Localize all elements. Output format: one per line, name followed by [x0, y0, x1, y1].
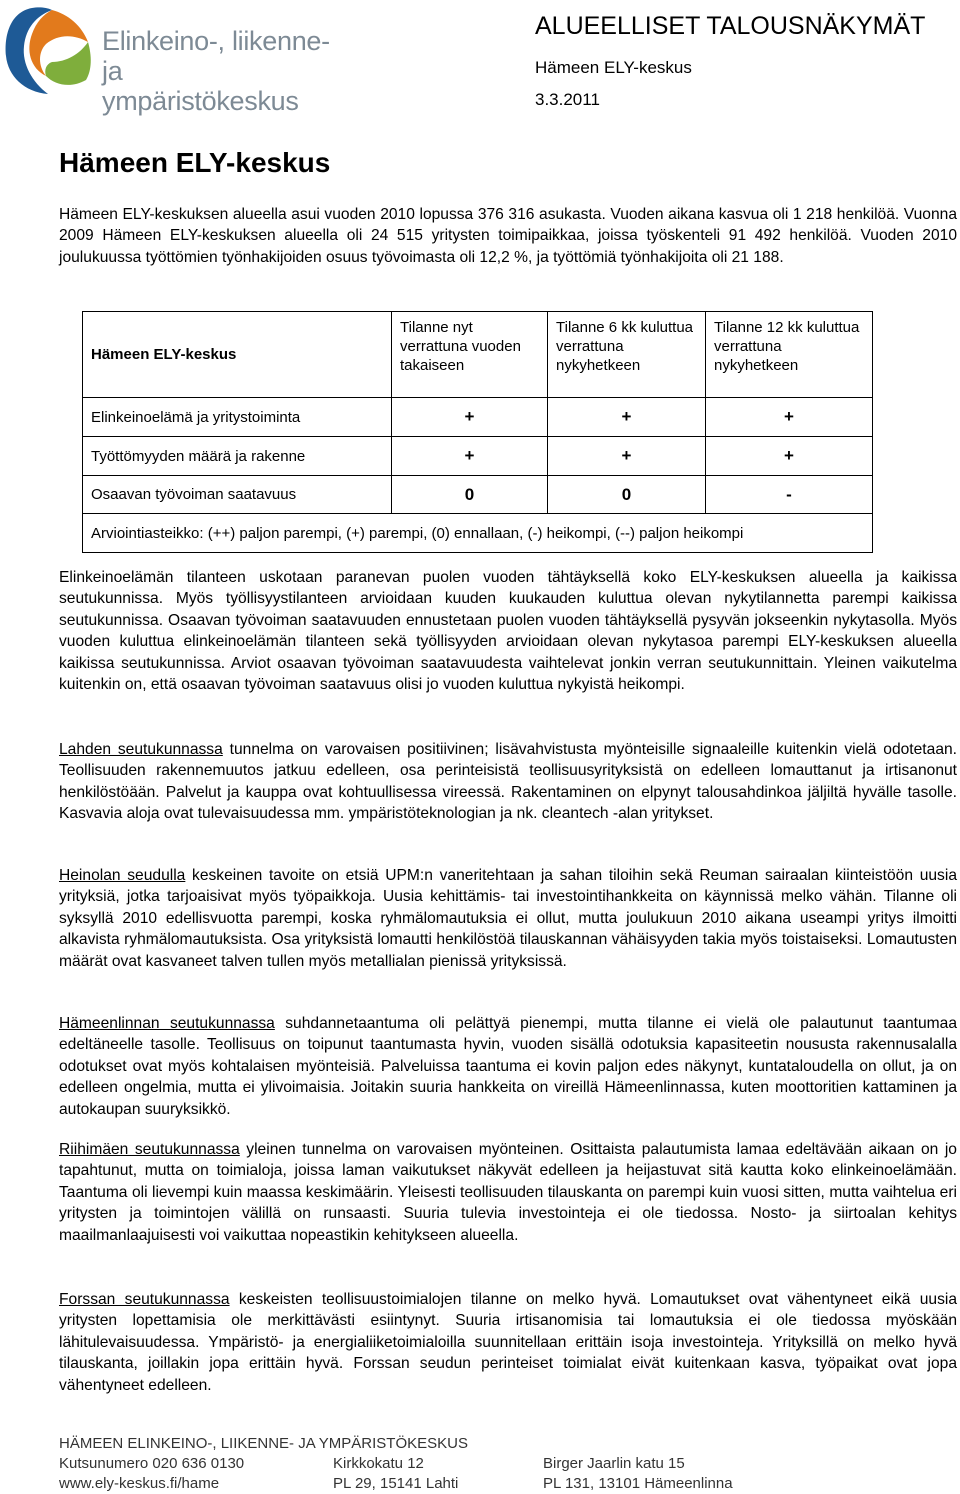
hameenlinna-paragraph	[59, 1013, 957, 1120]
header-title: ALUEELLISET TALOUSNÄKYMÄT	[535, 12, 926, 40]
row-label: Työttömyyden määrä ja rakenne	[83, 437, 392, 476]
footer-address-post: PL 131, 13101 Hämeenlinna	[543, 1474, 733, 1492]
table-row	[83, 476, 873, 514]
cell-6kk: +	[548, 398, 706, 437]
logo-text-line2: ympäristökeskus	[102, 86, 299, 116]
page-title: Hämeen ELY-keskus	[59, 147, 331, 178]
hameenlinna-text: suhdannetaantuma oli pelättyä pienempi, mutta tilanne ei vielä ole palautunut taantumaa edeltäneelle tasolle. Teollisuus on toipunut taantumasta hyvin, vuoden sisällä odotuksia kapasiteetin noususta rakennusalalla odotukset ovat myös kohtalaisen myönteisiä. Palveluissa taantuma ei kovin paljon edes näkynyt, kuntataloudella on ollut, ja on edelleen ongelmia, mutta ei ylivoimaisia. Joitakin suuria hankkeita on vireillä Hämeenlinnassa, kuten moottoritien kattaminen ja autokaupan suuryksikkö.	[59, 1015, 957, 1118]
row-label: Osaavan työvoiman saatavuus	[83, 476, 392, 514]
cell-6kk: +	[548, 437, 706, 476]
footer-org: HÄMEEN ELINKEINO-, LIIKENNE- JA YMPÄRISTÖKESKUS	[59, 1435, 468, 1452]
logo-text-line1: Elinkeino-, liikenne- ja	[102, 26, 330, 86]
header-date: 3.3.2011	[535, 90, 600, 109]
footer-phone: Kutsunumero 020 636 0130	[59, 1455, 245, 1472]
forssa-paragraph	[59, 1289, 957, 1396]
table-row	[83, 437, 873, 476]
heinola-paragraph	[59, 865, 957, 972]
footer-lahti-address	[333, 1454, 458, 1493]
ely-emblem-icon	[2, 4, 98, 96]
forssa-text: keskeisten teollisuustoimialojen tilanne on melko hyvä. Lomautukset ovat vähentyneet eikä uusia yritysten lopettamisia ole merkittävästi esiintynyt. Suuria irtisanomisia tai lomautuksia ei ole tiedossa myöskään lähitulevaisuudessa. Ympäristö- ja energialiiketoimialoilla suunnitellaan erittäin isoja investointeja. Yrityksillä on melko hyvä tilauskanta, joillakin jopa erittäin hyvä. Forssan seudun perinteiset toimialat eivät kuitenkaan kasva, työpaikat ovat jopa vähentyneet edelleen.	[59, 1291, 958, 1394]
row-label: Elinkeinoelämä ja yritystoiminta	[83, 398, 392, 437]
summary-paragraph: Elinkeinoelämän tilanteen uskotaan paranevan puolen vuoden tähtäyksellä koko ELY-keskuksen alueella ja kaikissa seutukunnissa. Myös työllisyystilanteen arvioidaan kuuden kuukauden kuluttua olevan nykytilannetta parempi kaikissa seutukunnissa. Osaavan työvoiman saatavuuden ennustetaan puolen vuoden tähtäyksellä pysyvän jokseenkin nykytasolla. Myös vuoden kuluttua elinkeinoelämän tilanteen sekä työllisyyden arvioidaan olevan nykytasoa parempi ELY-keskuksen alueella kaikissa seutukunnissa. Arviot osaavan työvoiman saatavuudesta vaihtelevat jonkin verran seutukunnittain. Yleinen vaikutelma kuitenkin on, että osaavan työvoiman saatavuus olisi jo vuoden kuluttua nykyistä heikompi.	[59, 569, 957, 694]
footer-contact	[59, 1454, 244, 1493]
cell-12kk: +	[706, 437, 873, 476]
heinola-text: keskeinen tavoite on etsiä UPM:n vaneritehtaan ja sahan tiloihin sekä Reuman sairaalan kiinteistöön uusia yrityksiä, jotka tarjoaisivat myös työpaikkoja. Uusia kehittämis- tai investointihankkeita on käynnissä melko vähän. Tilanne oli syksyllä 2010 edellisvuotta parempi, koska ryhmälomautuksia ei ollut, mutta joulukuun 2010 aikana useampi yritys ilmoitti alkavista ryhmälomautuksista. Osa yrityksistä lomautti henkilöstöä tilauskannan vähäisyyden takia myös toistaiseksi. Lomautusten määrät ovat kasvaneet talven tullen myös metallialan pienissä yrityksissä.	[59, 867, 957, 970]
intro-paragraph: Hämeen ELY-keskuksen alueella asui vuoden 2010 lopussa 376 316 asukasta. Vuoden aikana kasvua oli 1 218 henkilöä. Vuonna 2009 Hämeen ELY-keskuksen alueella oli 24 515 yritysten toimipaikkaa, joissa työskenteli 91 492 henkilöä. Vuoden 2010 joulukuussa työttömien työnhakijoiden osuus työvoimasta oli 12,2 %, ja työttömiä työnhakijoita oli 21 188.	[59, 206, 957, 266]
cell-now: +	[392, 437, 548, 476]
table-corner: Hämeen ELY-keskus	[83, 312, 392, 398]
table-col-now: Tilanne nyt verrattuna vuoden takaiseen	[392, 312, 548, 398]
cell-now: +	[392, 398, 548, 437]
footer-web-link[interactable]: www.ely-keskus.fi/hame	[59, 1474, 220, 1492]
riihimaki-paragraph	[59, 1139, 957, 1246]
logo-text	[102, 26, 352, 116]
rating-scale: Arviointiasteikko: (++) paljon parempi, (+) parempi, (0) ennallaan, (-) heikompi, (--) paljon heikompi	[83, 514, 873, 553]
table-col-12kk: Tilanne 12 kk kuluttua verrattuna nykyhetkeen	[706, 312, 873, 398]
cell-now: 0	[392, 476, 548, 514]
lahti-text: tunnelma on varovaisen positiivinen; lisävahvistusta myönteisille signaaleille kuitenkin vielä odotetaan. Teollisuuden rakennemuutos jatkuu edelleen, osa perinteisistä teollisuusyrityksistä on edelleen lomauttanut ja irtisanonut henkilöstöään. Palvelut ja kauppa ovat kohtuullisessa vireessä. Rakentaminen on elpynyt talousahdinkoa jäljiltä hyvälle tasolle. Kasvavia aloja ovat tulevaisuudessa mm. ympäristöteknologian ja nk. cleantech -alan yritykset.	[59, 741, 957, 823]
hameenlinna-heading: Hämeenlinnan seutukunnassa	[59, 1015, 275, 1032]
outlook-table	[82, 311, 873, 553]
lahti-heading: Lahden seutukunnassa	[59, 741, 223, 758]
forssa-heading: Forssan seutukunnassa	[59, 1291, 230, 1308]
footer-hameenlinna-address	[543, 1454, 733, 1493]
footer-address-post: PL 29, 15141 Lahti	[333, 1474, 459, 1492]
table-scale-row	[83, 514, 873, 553]
table-col-6kk: Tilanne 6 kk kuluttua verrattuna nykyhetkeen	[548, 312, 706, 398]
footer-address-street: Kirkkokatu 12	[333, 1455, 424, 1472]
cell-12kk: -	[706, 476, 873, 514]
ely-logo	[2, 4, 352, 116]
riihimaki-heading: Riihimäen seutukunnassa	[59, 1141, 240, 1158]
table-row	[83, 398, 873, 437]
riihimaki-text: yleinen tunnelma on varovaisen myönteinen. Osittaista palautumista lamaa edeltävään aikaan on jo tapahtunut, mutta on toimialoja, joissa laman vaikutukset näkyvät edelleen ja heijastuvat sitä kautta koko elinkeinoelämään. Taantuma oli lievempi kuin maassa keskimäärin. Yleisesti teollisuuden tilauskanta on parempi kuin vuosi sitten, mutta vaihtelua eri yritysten ja toimintojen välillä on runsaasti. Suuria tulevia investointeja ei ole tiedossa. Nosto- ja siirtoalan kehitys maailmanlaajuisesti voi vaikuttaa nopeastikin kehitykseen alueella.	[59, 1141, 957, 1244]
cell-12kk: +	[706, 398, 873, 437]
heinola-heading: Heinolan seudulla	[59, 867, 186, 884]
footer-address-street: Birger Jaarlin katu 15	[543, 1455, 685, 1472]
table-header-row	[83, 312, 873, 398]
header-subtitle: Hämeen ELY-keskus	[535, 58, 692, 77]
cell-6kk: 0	[548, 476, 706, 514]
lahti-paragraph	[59, 739, 957, 825]
